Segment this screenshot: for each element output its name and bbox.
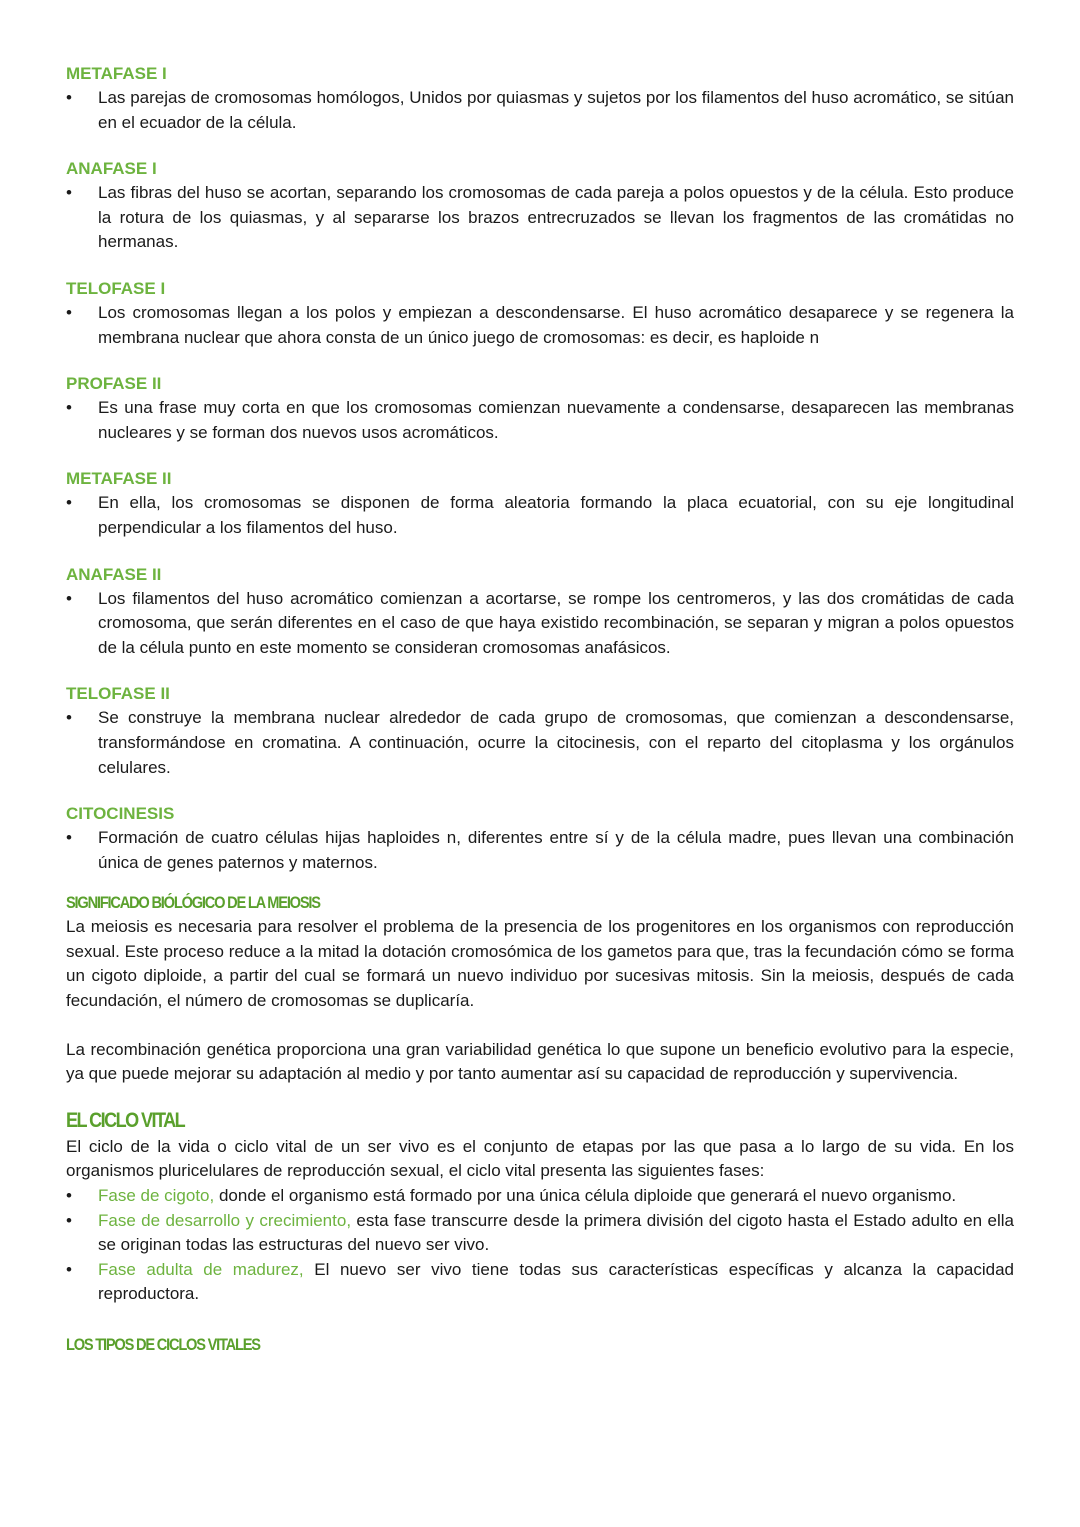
list-item bbox=[66, 826, 1014, 875]
bullet-icon: • bbox=[66, 183, 72, 203]
fase-term: Fase de desarrollo y crecimiento, bbox=[98, 1210, 352, 1230]
phase-text: Las parejas de cromosomas homólogos, Unidos por quiasmas y sujetos por los filamentos del huso acromático, se sitúan en el ecuador de la célula. bbox=[98, 88, 1014, 132]
phase-text: Los filamentos del huso acromático comienzan a acortarse, se rompe los centromeros, y las dos cromátidas de cada cromosoma, que serán diferentes en el caso de que haya existido recombinación, se separan y migran a polos opuestos de la célula punto en este momento se consideran cromosomas anafásicos. bbox=[98, 588, 1014, 657]
list-item bbox=[66, 1258, 1014, 1307]
phase-list-profase-ii bbox=[66, 396, 1014, 445]
phase-title-metafase-ii: METAFASE II bbox=[66, 469, 172, 489]
fase-text: donde el organismo está formado por una única célula diploide que generará el nuevo organismo. bbox=[214, 1186, 957, 1206]
phase-title-metafase-i: METAFASE I bbox=[66, 64, 167, 83]
list-item bbox=[66, 396, 1014, 445]
fase-text: El nuevo ser vivo tiene todas sus características específicas y alcanza la capacidad reproductora. bbox=[98, 1259, 1015, 1304]
list-item bbox=[66, 706, 1014, 780]
fase-text: esta fase transcurre desde la primera división del cigoto hasta el Estado adulto en ella se originan todas las estructuras del nuevo ser vivo. bbox=[98, 1210, 1014, 1255]
phase-text: Es una frase muy corta en que los cromosomas comienzan nuevamente a condensarse, desaparecen las membranas nucleares y se forman dos nuevos usos acromáticos. bbox=[98, 398, 1014, 442]
ciclo-fases-list bbox=[66, 1184, 1014, 1307]
list-item bbox=[66, 587, 1014, 661]
phase-text: Las fibras del huso se acortan, separando los cromosomas de cada pareja a polos opuestos y de la célula. Esto produce la rotura de los quiasmas, y al separarse los brazos entrecruzados se llevan los fragmentos de las cromátidas no hermanas. bbox=[98, 183, 1014, 252]
phase-list-telofase-ii bbox=[66, 706, 1014, 780]
bullet-icon: • bbox=[66, 828, 72, 848]
bullet-icon: • bbox=[66, 1186, 72, 1206]
list-item bbox=[66, 1184, 1014, 1209]
bullet-icon: • bbox=[66, 88, 72, 107]
list-item bbox=[66, 86, 1014, 135]
phase-text: Los cromosomas llegan a los polos y empiezan a descondensarse. El huso acromático desaparece y se regenera la membrana nuclear que ahora consta de un único juego de cromosomas: es decir, es haploide n bbox=[98, 302, 1014, 347]
bullet-icon: • bbox=[66, 1210, 72, 1230]
significado-paragraph-1: La meiosis es necesaria para resolver el problema de la presencia de los progenitores en los organismos con reproducción sexual. Este proceso reduce a la mitad la dotación cromosómica de los gametos para que, tras la fecundación cómo se forma un cigoto diploide, a partir del cual se formará un nuevo individuo por sucesivas mitosis. Sin la meiosis, después de cada fecundación, el número de cromosomas se duplicaría. bbox=[66, 917, 1014, 1011]
section-title-significado: SIGNIFICADO BIÓLÓGICO DE LA MEIOSIS bbox=[66, 893, 320, 913]
phase-list-anafase-ii bbox=[66, 587, 1014, 661]
phase-title-anafase-ii: ANAFASE II bbox=[66, 564, 162, 584]
phase-list-citocinesis bbox=[66, 826, 1014, 875]
phase-list-telofase-i bbox=[66, 301, 1014, 350]
bullet-icon: • bbox=[66, 493, 72, 513]
bullet-icon: • bbox=[66, 588, 72, 608]
bullet-icon: • bbox=[66, 302, 72, 322]
fase-term: Fase adulta de madurez, bbox=[98, 1259, 304, 1279]
list-item bbox=[66, 491, 1014, 540]
phase-text: En ella, los cromosomas se disponen de forma aleatoria formando la placa ecuatorial, con su eje longitudinal perpendicular a los filamentos del huso. bbox=[98, 493, 1014, 537]
phase-list-metafase-ii bbox=[66, 491, 1014, 540]
significado-paragraph-2: La recombinación genética proporciona una gran variabilidad genética lo que supone un beneficio evolutivo para la especie, ya que puede mejorar su adaptación al medio y por tanto aumentar así su capacidad de reproducción y supervivencia. bbox=[66, 1039, 1014, 1084]
phase-list-anafase-i bbox=[66, 181, 1014, 255]
bullet-icon: • bbox=[66, 398, 72, 418]
list-item bbox=[66, 181, 1014, 255]
phase-title-citocinesis: CITOCINESIS bbox=[66, 804, 175, 824]
phase-list-metafase-i bbox=[66, 86, 1014, 135]
section-title-tipos-ciclos: LOS TIPOS DE CICLOS VITALES bbox=[66, 1335, 260, 1354]
phase-title-telofase-ii: TELOFASE II bbox=[66, 684, 170, 704]
fase-term: Fase de cigoto, bbox=[98, 1186, 215, 1206]
phase-title-anafase-i: ANAFASE I bbox=[66, 159, 157, 179]
phase-text: Formación de cuatro células hijas haploides n, diferentes entre sí y de la célula madre, pues llevan una combinación única de genes paternos y maternos. bbox=[98, 828, 1014, 872]
section-title-ciclo-vital: EL CICLO VITAL bbox=[66, 1108, 185, 1132]
bullet-icon: • bbox=[66, 708, 72, 728]
ciclo-intro: El ciclo de la vida o ciclo vital de un ser vivo es el conjunto de etapas por las que pasa a lo largo de su vida. En los organismos pluricelulares de reproducción sexual, el ciclo vital presenta las siguientes fases: bbox=[66, 1136, 1014, 1181]
phase-title-telofase-i: TELOFASE I bbox=[66, 278, 166, 298]
phase-title-profase-ii: PROFASE II bbox=[66, 374, 162, 394]
list-item bbox=[66, 1209, 1014, 1258]
phase-text: Se construye la membrana nuclear alrededor de cada grupo de cromosomas, que comienzan a descondensarse, transformándose en cromatina. A continuación, ocurre la citocinesis, con el reparto del citoplasma y los orgánulos celulares. bbox=[98, 708, 1014, 777]
bullet-icon: • bbox=[66, 1259, 72, 1279]
list-item bbox=[66, 301, 1014, 350]
